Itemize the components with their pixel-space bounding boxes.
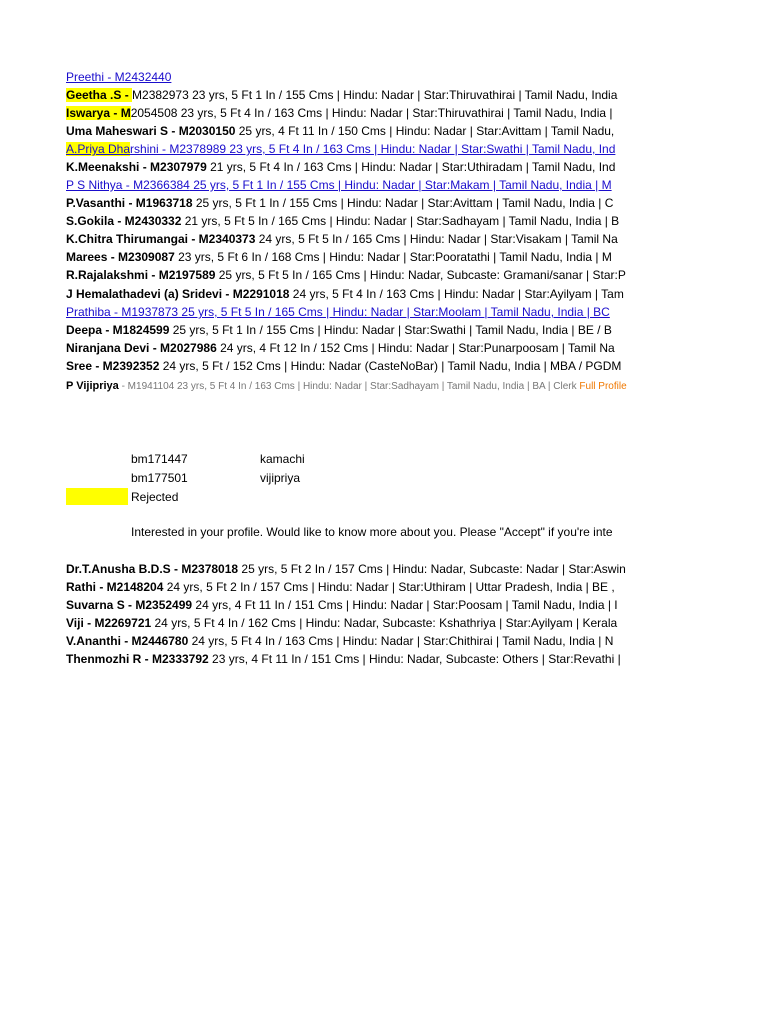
profile-details: 23 yrs, 5 Ft 6 In / 168 Cms | Hindu: Nadar | Star:Pooratathi | Tamil Nadu, India | M [174, 250, 612, 264]
profile-details: 25 yrs, 5 Ft 2 In / 157 Cms | Hindu: Nadar, Subcaste: Nadar | Star:Aswin [238, 562, 626, 576]
profile-row [66, 267, 656, 283]
profile-name: K.Chitra Thirumangai - M2340373 [66, 232, 256, 246]
profile-name: Rathi - M2148204 [66, 580, 164, 594]
profile-row [66, 597, 656, 613]
profile-row [66, 561, 656, 577]
profile-name: Thenmozhi R - M2333792 [66, 652, 209, 666]
profile-name: V.Ananthi - M2446780 [66, 634, 189, 648]
profile-name: P Vijipriya [66, 380, 119, 392]
full-profile-link[interactable]: Full Profile [576, 381, 627, 392]
profile-details: 24 yrs, 5 Ft 2 In / 157 Cms | Hindu: Nadar | Star:Uthiram | Uttar Pradesh, India | BE , [163, 580, 615, 594]
profile-row[interactable] [66, 69, 656, 85]
profile-row [66, 340, 656, 356]
highlighted-cell [66, 488, 128, 505]
profile-row [66, 651, 656, 667]
profile-name: Dr.T.Anusha B.D.S - M2378018 [66, 562, 239, 576]
profile-row [66, 378, 656, 394]
profile-row [66, 87, 656, 103]
member-name: vijipriya [260, 471, 301, 485]
profile-details: 25 yrs, 5 Ft 5 In / 165 Cms | Hindu: Nadar, Subcaste: Gramani/sanar | Star:P [215, 268, 626, 282]
profile-row [66, 633, 656, 649]
profile-details: 25 yrs, 4 Ft 11 In / 150 Cms | Hindu: Nadar | Star:Avittam | Tamil Nadu, [235, 124, 615, 138]
interest-message: Interested in your profile. Would like to know more about you. Please "Accept" if you're inte [131, 525, 613, 539]
profile-details: 24 yrs, 5 Ft 4 In / 162 Cms | Hindu: Nadar, Subcaste: Kshathriya | Star:Ayilyam | Kerala [151, 616, 618, 630]
profile-row [66, 213, 656, 229]
profile-name[interactable]: A.Priya Dha [66, 142, 131, 156]
profile-details: 24 yrs, 4 Ft 12 In / 152 Cms | Hindu: Nadar | Star:Punarpoosam | Tamil Na [216, 341, 615, 355]
profile-details: 25 yrs, 5 Ft 1 In / 155 Cms | Hindu: Nadar | Star:Swathi | Tamil Nadu, India | BE / B [169, 323, 612, 337]
profile-name[interactable]: Preethi - M2432440 [66, 70, 172, 84]
profile-name[interactable]: Prathiba - M1937873 [66, 305, 179, 319]
profile-name: Viji - M2269721 [66, 616, 152, 630]
profile-details: 21 yrs, 5 Ft 4 In / 163 Cms | Hindu: Nadar | Star:Uthiradam | Tamil Nadu, Ind [206, 160, 616, 174]
profile-details: 24 yrs, 5 Ft 4 In / 163 Cms | Hindu: Nadar | Star:Chithirai | Tamil Nadu, India | N [188, 634, 614, 648]
profile-row[interactable] [66, 177, 656, 193]
rejected-label: Rejected [131, 490, 179, 504]
profile-row [66, 358, 656, 374]
profile-name: Niranjana Devi - M2027986 [66, 341, 217, 355]
profile-row[interactable] [66, 141, 656, 157]
profile-name: Marees - M2309087 [66, 250, 175, 264]
profile-name: S.Gokila - M2430332 [66, 214, 182, 228]
profile-details: 24 yrs, 4 Ft 11 In / 151 Cms | Hindu: Nadar | Star:Poosam | Tamil Nadu, India | I [192, 598, 618, 612]
profile-row [66, 105, 656, 121]
profile-details: 23 yrs, 4 Ft 11 In / 151 Cms | Hindu: Nadar, Subcaste: Others | Star:Revathi | [208, 652, 621, 666]
profile-row [66, 231, 656, 247]
profile-name[interactable]: P S Nithya - M2366384 [66, 178, 190, 192]
profile-details: 24 yrs, 5 Ft / 152 Cms | Hindu: Nadar (CasteNoBar) | Tamil Nadu, India | MBA / PGDM [159, 359, 622, 373]
profile-name: J Hemalathadevi (a) Sridevi - M2291018 [66, 287, 290, 301]
profile-name: Sree - M2392352 [66, 359, 160, 373]
profile-details: 25 yrs, 5 Ft 1 In / 155 Cms | Hindu: Nadar | Star:Avittam | Tamil Nadu, India | C [192, 196, 614, 210]
profile-row [66, 322, 656, 338]
profile-details: M2382973 23 yrs, 5 Ft 1 In / 155 Cms | Hindu: Nadar | Star:Thiruvathirai | Tamil Nadu, India [132, 88, 618, 102]
profile-name: P.Vasanthi - M1963718 [66, 196, 193, 210]
profile-name: Geetha .S - [66, 88, 133, 102]
profile-details: 24 yrs, 5 Ft 5 In / 165 Cms | Hindu: Nadar | Star:Visakam | Tamil Na [255, 232, 618, 246]
profile-row[interactable] [66, 304, 656, 320]
profile-details: 21 yrs, 5 Ft 5 In / 165 Cms | Hindu: Nadar | Star:Sadhayam | Tamil Nadu, India | B [181, 214, 620, 228]
profile-details: 24 yrs, 5 Ft 4 In / 163 Cms | Hindu: Nadar | Star:Ayilyam | Tam [289, 287, 624, 301]
profile-name: Suvarna S - M2352499 [66, 598, 193, 612]
profile-details: - M1941104 23 yrs, 5 Ft 4 In / 163 Cms | Hindu: Nadar | Star:Sadhayam | Tamil Nadu, India | BA | Clerk [118, 381, 577, 392]
profile-row [66, 249, 656, 265]
profile-details[interactable]: 25 yrs, 5 Ft 5 In / 165 Cms | Hindu: Nadar | Star:Moolam | Tamil Nadu, India | BC [178, 305, 610, 319]
profile-row [66, 123, 656, 139]
member-id: bm171447 [131, 452, 188, 466]
profile-name: K.Meenakshi - M2307979 [66, 160, 207, 174]
profile-name: Deepa - M1824599 [66, 323, 170, 337]
profile-details[interactable]: 25 yrs, 5 Ft 1 In / 155 Cms | Hindu: Nadar | Star:Makam | Tamil Nadu, India | M [189, 178, 612, 192]
profile-name: R.Rajalakshmi - M2197589 [66, 268, 216, 282]
profile-row [66, 159, 656, 175]
member-name: kamachi [260, 452, 305, 466]
profile-name: Uma Maheswari S - M2030150 [66, 124, 236, 138]
member-id: bm177501 [131, 471, 188, 485]
profile-row [66, 286, 656, 302]
profile-row [66, 195, 656, 211]
profile-name: Iswarya - M [66, 106, 131, 120]
profile-details[interactable]: rshini - M2378989 23 yrs, 5 Ft 4 In / 163 Cms | Hindu: Nadar | Star:Swathi | Tamil Nadu, Ind [130, 142, 616, 156]
profile-details: 2054508 23 yrs, 5 Ft 4 In / 163 Cms | Hindu: Nadar | Star:Thiruvathirai | Tamil Nadu, India | [130, 106, 613, 120]
profile-row [66, 615, 656, 631]
profile-row [66, 579, 656, 595]
